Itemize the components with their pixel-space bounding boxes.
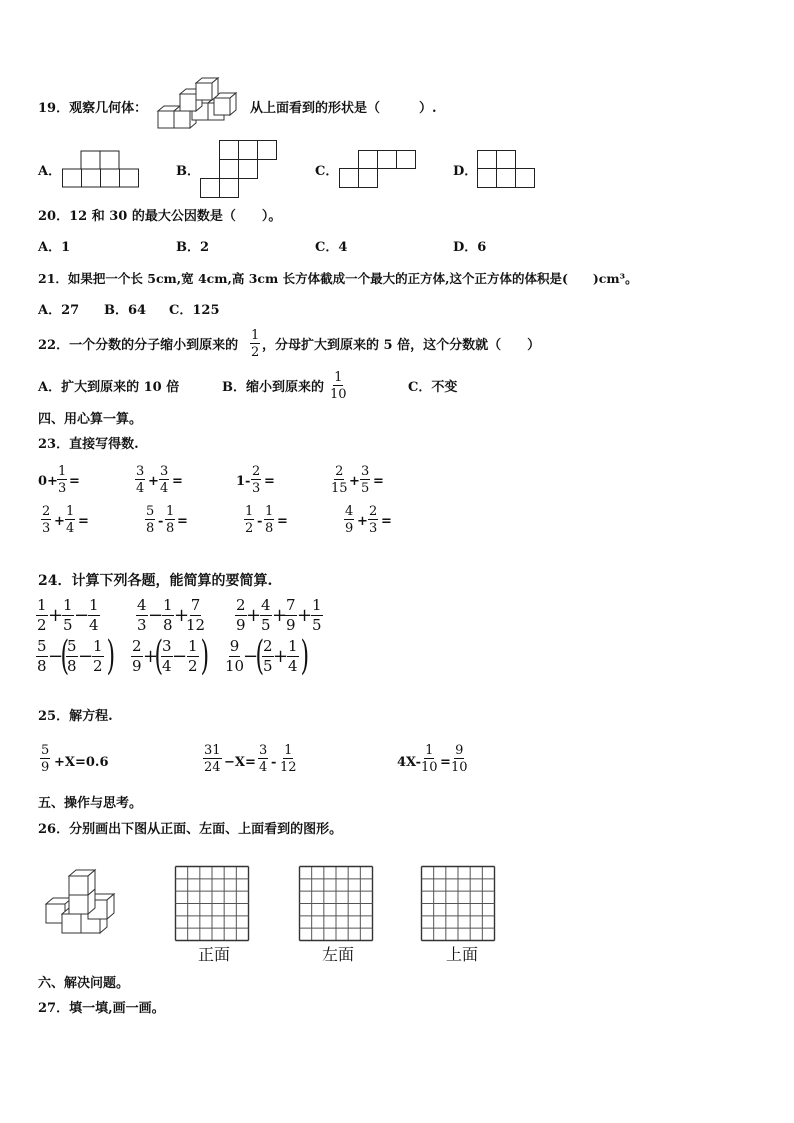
fraction-denominator: 2	[188, 657, 198, 675]
fraction	[186, 598, 205, 633]
fraction-numerator: 1	[425, 743, 434, 758]
q26-top-view-grid	[421, 866, 496, 942]
fraction-numerator: 1	[245, 504, 254, 519]
q26-front-view-label: 正面	[198, 945, 231, 964]
fraction-numerator: 1	[166, 504, 175, 519]
fraction	[88, 598, 100, 633]
fraction-denominator: 9	[345, 521, 354, 536]
math-symbol: 4X-	[397, 755, 422, 770]
fraction-denominator: 8	[166, 521, 175, 536]
fraction	[344, 505, 354, 535]
fraction-numerator: 2	[263, 637, 273, 655]
math-symbol: =	[381, 514, 392, 529]
fraction-denominator: 2	[245, 521, 254, 536]
fraction-numerator: 1	[89, 596, 99, 614]
fraction-numerator: 4	[137, 596, 147, 614]
fraction-numerator: 31	[204, 743, 221, 758]
q22-fraction	[250, 329, 260, 359]
fraction-denominator: 4	[136, 481, 145, 496]
fraction-numerator: 1	[93, 637, 103, 655]
fraction-numerator: 2	[335, 464, 344, 479]
fraction-denominator: 4	[160, 481, 169, 496]
q22-option-b-num: 1	[334, 370, 343, 385]
fraction-denominator: 10	[451, 760, 468, 775]
open-paren: (	[60, 633, 70, 679]
fraction	[161, 639, 173, 674]
fraction	[311, 598, 323, 633]
math-symbol: +	[273, 646, 289, 667]
fraction-numerator: 3	[136, 464, 145, 479]
fraction	[287, 639, 299, 674]
math-symbol: +	[148, 474, 159, 489]
fraction-numerator: 1	[312, 596, 322, 614]
math-symbol: +	[48, 605, 64, 626]
fraction-denominator: 24	[204, 760, 221, 775]
fraction-denominator: 10	[225, 657, 245, 675]
q19-question: 从上面看到的形状是（ ）.	[250, 101, 437, 116]
fraction	[136, 598, 148, 633]
math-symbol: =	[373, 474, 384, 489]
q22-question-end: ，分母扩大到原来的 5 倍，这个分数就（ ）	[262, 338, 541, 353]
math-symbol: =	[69, 474, 80, 489]
math-symbol: =	[440, 755, 451, 770]
q19-option-c[interactable]: C．	[315, 164, 339, 179]
fraction	[36, 639, 48, 674]
section-4-heading: 四、用心算一算。	[38, 412, 143, 427]
math-symbol: −X=	[224, 755, 256, 770]
close-paren: )	[200, 633, 210, 679]
fraction	[62, 598, 74, 633]
q19-option-d[interactable]: D．	[453, 164, 478, 179]
fraction-numerator: 3	[162, 637, 172, 655]
fraction-numerator: 5	[67, 637, 77, 655]
fraction-numerator: 2	[369, 504, 378, 519]
fraction-denominator: 8	[146, 521, 155, 536]
fraction-denominator: 15	[331, 481, 348, 496]
fraction-denominator: 3	[252, 481, 261, 496]
fraction-denominator: 5	[312, 616, 322, 634]
math-symbol: =	[264, 474, 275, 489]
math-symbol: +	[357, 514, 368, 529]
open-paren: (	[255, 633, 265, 679]
fraction-denominator: 8	[163, 616, 173, 634]
math-symbol: -	[257, 514, 263, 529]
fraction	[451, 744, 468, 774]
fraction-numerator: 4	[345, 504, 354, 519]
math-symbol: =	[78, 514, 89, 529]
q22-fraction-num: 1	[251, 328, 260, 343]
fraction	[187, 639, 199, 674]
q24-label: 24．计算下列各题，能简算的要简算.	[38, 573, 273, 589]
q25-label: 25．解方程.	[38, 709, 113, 724]
fraction-denominator: 5	[361, 481, 370, 496]
fraction	[368, 505, 378, 535]
q19-option-c-shape	[339, 150, 419, 190]
q20-option-a[interactable]: A．1	[38, 240, 71, 255]
fraction	[40, 744, 50, 774]
fraction	[262, 639, 274, 674]
fraction	[159, 465, 169, 495]
fraction	[225, 639, 244, 674]
fraction	[203, 744, 222, 774]
fraction-denominator: 8	[67, 657, 77, 675]
fraction-denominator: 12	[280, 760, 297, 775]
q26-label: 26．分别画出下图从正面、左面、上面看到的图形。	[38, 822, 343, 837]
section-5-heading: 五、操作与思考。	[38, 796, 143, 811]
fraction-numerator: 1	[37, 596, 47, 614]
fraction-numerator: 1	[163, 596, 173, 614]
math-symbol: +	[349, 474, 360, 489]
fraction	[131, 639, 143, 674]
fraction-numerator: 5	[146, 504, 155, 519]
q19-option-b-shape	[200, 140, 280, 200]
math-symbol: 0+	[38, 474, 58, 489]
q19-option-a-shape	[62, 150, 142, 190]
q26-top-view-label: 上面	[446, 945, 479, 964]
fraction	[331, 465, 348, 495]
q22-question-start: 22．一个分数的分子缩小到原来的	[38, 338, 239, 353]
fraction-numerator: 7	[190, 596, 201, 614]
q22-fraction-den: 2	[251, 345, 260, 360]
math-symbol: =	[277, 514, 288, 529]
fraction	[135, 465, 145, 495]
fraction-numerator: 3	[160, 464, 169, 479]
fraction-denominator: 4	[162, 657, 172, 675]
fraction	[260, 598, 272, 633]
fraction-numerator: 5	[37, 637, 47, 655]
q19-solid-figure	[156, 80, 246, 132]
fraction-denominator: 5	[263, 657, 273, 675]
fraction-numerator: 2	[236, 596, 246, 614]
fraction-numerator: 2	[132, 637, 142, 655]
fraction-denominator: 5	[261, 616, 271, 634]
fraction-denominator: 4	[89, 616, 99, 634]
fraction-denominator: 9	[41, 760, 50, 775]
q23-label: 23．直接写得数.	[38, 437, 139, 452]
fraction-denominator: 12	[186, 616, 206, 634]
fraction	[258, 744, 268, 774]
math-symbol: =	[177, 514, 188, 529]
math-symbol: −	[243, 646, 259, 667]
fraction-numerator: 4	[261, 596, 271, 614]
q20-option-c[interactable]: C．4	[315, 240, 348, 255]
close-paren: )	[300, 633, 310, 679]
math-symbol: −	[74, 605, 90, 626]
close-paren: )	[106, 633, 116, 679]
section-6-heading: 六、解决问题。	[38, 976, 130, 991]
q21-question: 21．如果把一个长 5cm,宽 4cm,高 3cm 长方体截成一个最大的正方体,这个正方体的体积是( )cm³。	[38, 271, 638, 286]
math-symbol: 1-	[236, 474, 251, 489]
q19-option-d-shape	[477, 150, 537, 190]
fraction	[360, 465, 370, 495]
fraction-denominator: 3	[42, 521, 51, 536]
fraction	[145, 505, 155, 535]
math-symbol: -	[158, 514, 164, 529]
fraction-denominator: 5	[63, 616, 73, 634]
open-paren: (	[154, 633, 164, 679]
fraction-numerator: 1	[188, 637, 198, 655]
q22-option-b[interactable]: B．缩小到原来的	[222, 380, 324, 395]
q22-option-b-fraction	[330, 371, 347, 401]
math-symbol: −	[78, 646, 94, 667]
fraction-numerator: 1	[288, 637, 298, 655]
math-symbol: −	[148, 605, 164, 626]
fraction-numerator: 1	[63, 596, 73, 614]
math-symbol: +	[297, 605, 313, 626]
fraction-denominator: 10	[421, 760, 438, 775]
fraction-numerator: 1	[265, 504, 274, 519]
fraction	[92, 639, 104, 674]
fraction-numerator: 9	[455, 743, 464, 758]
fraction	[235, 598, 247, 633]
q19-option-a[interactable]: A．	[38, 164, 62, 179]
q20-option-d[interactable]: D．6	[453, 240, 487, 255]
q19-label: 19．观察几何体：	[38, 101, 148, 116]
q19-option-b[interactable]: B．	[176, 164, 200, 179]
fraction	[41, 505, 51, 535]
math-symbol: −	[172, 646, 188, 667]
q21-option-a[interactable]: A．27	[38, 303, 80, 318]
math-symbol: =	[172, 474, 183, 489]
q20-option-b[interactable]: B．2	[176, 240, 210, 255]
fraction-denominator: 4	[259, 760, 268, 775]
q26-left-view-grid	[299, 866, 374, 942]
fraction	[57, 465, 67, 495]
fraction-numerator: 2	[42, 504, 51, 519]
q22-option-b-den: 10	[330, 387, 347, 402]
fraction	[264, 505, 274, 535]
fraction-denominator: 3	[137, 616, 147, 634]
fraction-numerator: 1	[284, 743, 293, 758]
fraction	[280, 744, 297, 774]
fraction	[251, 465, 261, 495]
fraction-denominator: 3	[58, 481, 67, 496]
fraction	[285, 598, 297, 633]
math-symbol: -	[271, 755, 277, 770]
fraction	[244, 505, 254, 535]
fraction-denominator: 9	[132, 657, 142, 675]
fraction-numerator: 2	[252, 464, 261, 479]
fraction-numerator: 5	[41, 743, 50, 758]
fraction-denominator: 2	[37, 616, 47, 634]
q22-option-c[interactable]: C．不变	[408, 380, 458, 395]
math-symbol: +	[272, 605, 288, 626]
q22-option-a[interactable]: A．扩大到原来的 10 倍	[38, 380, 180, 395]
fraction-denominator: 8	[265, 521, 274, 536]
q26-front-view-grid	[175, 866, 250, 942]
fraction-numerator: 9	[229, 637, 240, 655]
math-symbol: +X=0.6	[54, 755, 109, 770]
math-symbol: −	[48, 646, 64, 667]
q21-option-c[interactable]: C．125	[169, 303, 220, 318]
fraction-numerator: 1	[58, 464, 67, 479]
fraction-denominator: 8	[37, 657, 47, 675]
q27-label: 27．填一填,画一画。	[38, 1001, 165, 1016]
fraction-denominator: 4	[288, 657, 298, 675]
q20-question: 20．12 和 30 的最大公因数是（ ）。	[38, 209, 282, 224]
fraction-numerator: 7	[286, 596, 296, 614]
q26-solid-figure	[44, 870, 124, 938]
fraction	[162, 598, 174, 633]
fraction-numerator: 3	[259, 743, 268, 758]
fraction-denominator: 4	[66, 521, 75, 536]
fraction-denominator: 2	[93, 657, 103, 675]
fraction-numerator: 3	[361, 464, 370, 479]
math-symbol: +	[174, 605, 190, 626]
fraction	[66, 639, 78, 674]
fraction-denominator: 9	[286, 616, 296, 634]
fraction	[421, 744, 438, 774]
math-symbol: +	[143, 646, 159, 667]
fraction-denominator: 3	[369, 521, 378, 536]
q21-option-b[interactable]: B．64	[104, 303, 147, 318]
fraction-numerator: 1	[66, 504, 75, 519]
fraction	[165, 505, 175, 535]
fraction	[36, 598, 48, 633]
fraction-denominator: 9	[236, 616, 246, 634]
math-symbol: +	[54, 514, 65, 529]
q26-left-view-label: 左面	[322, 945, 355, 964]
fraction	[65, 505, 75, 535]
math-symbol: +	[246, 605, 262, 626]
